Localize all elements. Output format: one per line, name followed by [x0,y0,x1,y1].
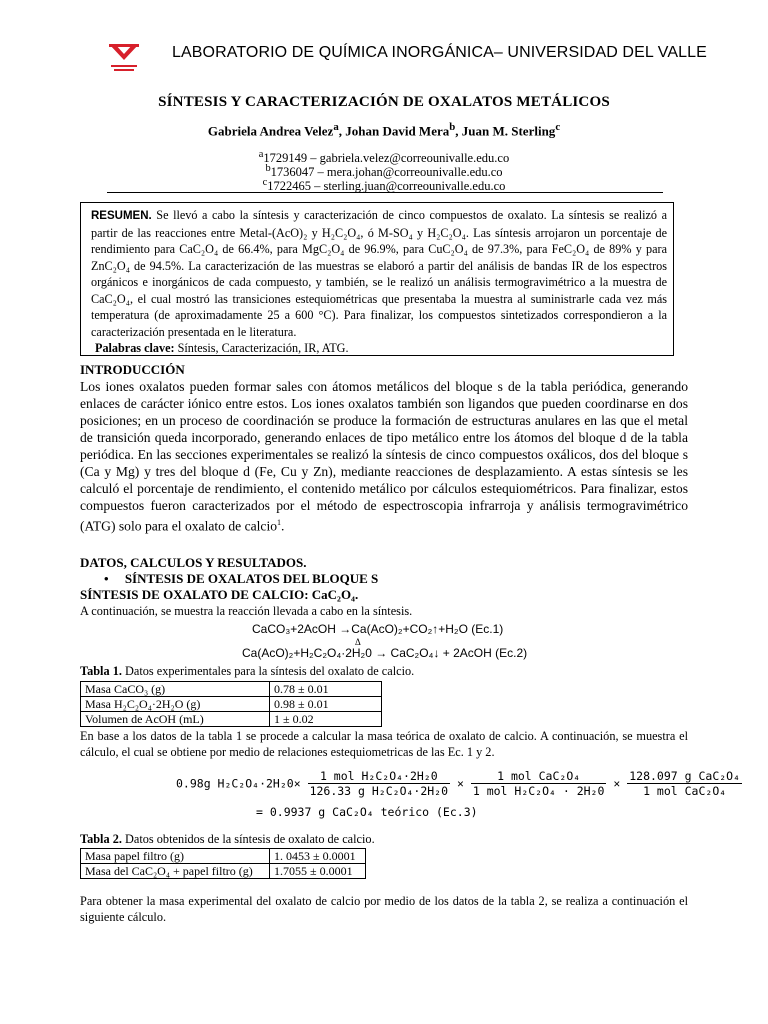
author-name: Juan M. Sterling [461,123,556,139]
affiliation-c: $^c$1722465 – sterling.juan@correounivalle.edu.co [262,177,506,194]
results-heading: DATOS, CALCULOS Y RESULTADOS. [80,555,307,570]
final-paragraph: Para obtener la masa experimental del oxalato de calcio por medio de los datos de la tabla 2, se realiza a continuación el siguiente cálculo. [80,894,688,924]
header-rule [107,192,663,193]
table-2 [80,848,366,879]
abstract-box [80,202,674,356]
equation-2: Ca(AcO)₂+H₂C₂O₄·2H₂0 → CaC₂O₄↓ + 2AcOH (Ec.2) [242,646,528,660]
equation-1: CaCO₃+2AcOH →Ca(AcO)₂+CO₂↑+H₂O (Ec.1) [252,622,504,636]
university-logo [105,40,143,74]
table-cell: 1.7055 ± 0.0001 [270,864,366,879]
table-row [81,697,382,712]
author-mark: c [555,121,561,133]
table-row [81,682,382,697]
table-row [81,864,366,879]
author-mark: a [333,121,339,133]
keywords: Síntesis, Caracterización, IR, ATG. [177,341,349,355]
table-cell: 0.98 ± 0.01 [270,697,382,712]
authors: Gabriela Andrea Velez$^a$, Johan David Mera$^b$, Juan M. Sterling$^c$ [207,121,561,139]
intro-heading: INTRODUCCIÓN [80,362,185,377]
table-1 [80,681,382,727]
heat-symbol: Δ [355,637,361,647]
abstract-label: RESUMEN. [91,210,152,222]
calc-result: = 0.9937 g CaC₂O₄ teórico (Ec.3) [256,805,478,819]
theoretical-mass-calculation: 0.98g H₂C₂O₄·2H₂0× $\frac{\text{1 mol H₂C₂O₄·2H₂0}}{\text{126.33 g H₂C₂O₄·2H₂0}}$ × $\frac{\text{1 mol CaC₂O₄}}{\text{1 mol H₂C₂O₄ · 2H₂0}}$ × $\frac{\text{128.097 g CaC₂O₄}}{\text{1 mol CaC₂O₄}}$ [176,769,741,798]
calc-intro: En base a los datos de la tabla 1 se procede a calcular la masa teórica de oxalato de calcio. A continuación, se muestra el cálculo, el cual se obtiene por medio de relaciones estequiometricas de las Ec. 1 y 2. [80,729,688,759]
table-row [81,712,382,727]
table-cell: Masa del CaC₂O₄ + papel filtro (g) [81,864,270,879]
keywords-label: Palabras clave: [95,341,175,355]
calcium-heading: SÍNTESIS DE OXALATO DE CALCIO: CaC₂O₄. [80,587,359,602]
author-name: Gabriela Andrea Velez [207,123,334,139]
table-cell: 1 ± 0.02 [270,712,382,727]
block-s-bullet: • SÍNTESIS DE OXALATOS DEL BLOQUE S [104,571,379,586]
table-cell: 0.78 ± 0.01 [270,682,382,697]
table-cell: Masa H₂C₂O₄·2H₂O (g) [81,697,270,712]
affiliation-a: $^a$1729149 – gabriela.velez@correounivalle.edu.co [258,149,510,166]
table2-caption: Tabla 2. Datos obtenidos de la síntesis de oxalato de calcio. [80,832,375,846]
table-cell: Masa CaCO₃ (g) [81,682,270,697]
paper-title: SÍNTESIS Y CARACTERIZACIÓN DE OXALATOS METÁLICOS [158,94,610,110]
table-row [81,849,366,864]
author-name: Johan David Mera [345,123,450,139]
reaction-intro: A continuación, se muestra la reacción llevada a cabo en la síntesis. [80,604,413,618]
table-cell: 1. 0453 ± 0.0001 [270,849,366,864]
abstract-text: Se llevó a cabo la síntesis y caracterización de cinco compuestos de oxalato. La síntesis se realizó a partir de las reacciones entre Metal-(AcO)₂ y H₂C₂O₄, ó M-SO₄ y H₂C₂O₄. Las síntesis arrojaron un porcentaje de rendimiento para CaC₂O₄ de 66.4%, para MgC₂O₄ de 96.9%, para CuC₂O₄ de 97.3%, para FeC₂O₄ de 89% y para ZnC₂O₄ de 94.5%. La caracterización de las muestras se elaboró a partir del análisis de bandas IR de los espectros orgánicos e inorgánicos de cada compuesto, y también, se le realizó un análisis termogravimétrico a la muestra de CaC₂O₄, el cual mostró las transiciones estequiométricas que presentaba la muestra al suministrarle cada vez más temperatura (de aproximadamente 25 a 600 °C). Para finalizar, los compuestos sintetizados correspondieron a la caracterización presentada en le literatura. [91,208,668,339]
table-cell: Masa papel filtro (g) [81,849,270,864]
table1-caption: Tabla 1. Datos experimentales para la síntesis del oxalato de calcio. [80,664,415,678]
author-mark: b [449,121,456,133]
table-cell: Volumen de AcOH (mL) [81,712,270,727]
intro-text: Los iones oxalatos pueden formar sales con átomos metálicos del bloque s de la tabla periódica, generando enlaces de carácter iónico entre estos. Los iones oxalatos también son ligandos que pueden coordinarse en dos posiciones; en un proceso de coordinación se produce la formación de estructuras anulares en las que el metal de transición queda incorporado, generando enlaces de tipo metálico entre los átomos del bloque d de la tabla periódica. En las secciones experimentales se realizó la síntesis de cinco compuestos oxálicos, dos del bloque s (Ca y Mg) y tres del bloque d (Fe, Cu y Zn), mediante reacciones de desplazamiento. A estas síntesis se les calculó el porcentaje de rendimiento, el contenido metálico por cálculos estequiométricos. Para finalizar, estos compuestos fueron caracterizados por el método de espectroscopia infrarroja y análisis termogravimétrico (ATG) solo para el oxalato de calcio$^1$. [80,379,688,534]
affiliation-b: $^b$1736047 – mera.johan@correounivalle.edu.co [265,163,503,180]
lab-header: LABORATORIO DE QUÍMICA INORGÁNICA– UNIVERSIDAD DEL VALLE [172,44,707,61]
